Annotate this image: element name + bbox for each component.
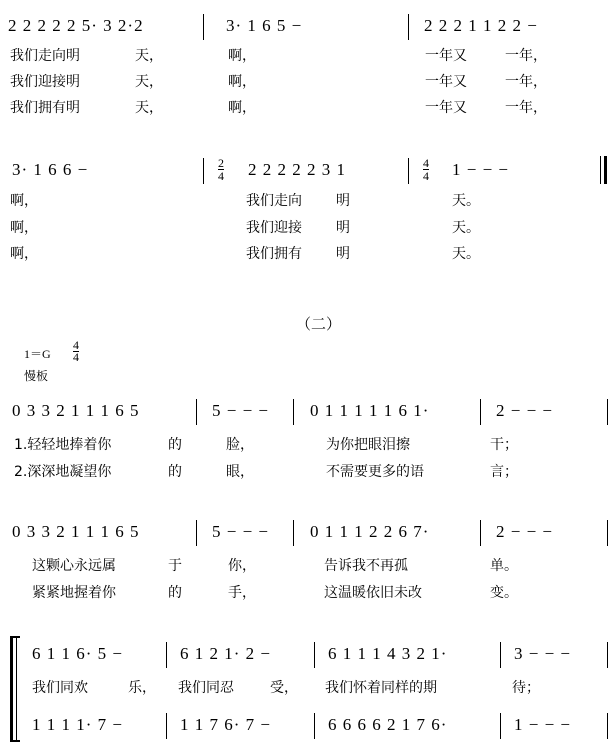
barline	[196, 399, 197, 425]
lyric: 我们走向	[246, 193, 302, 209]
lyric: 1.轻轻地捧着你	[14, 437, 112, 453]
notes-measure-3: 2 2 2 1 1 2 2 −	[424, 16, 538, 35]
barline	[480, 520, 481, 546]
lyric: 乐，	[128, 680, 156, 696]
lyric: 你，	[228, 558, 256, 574]
lyric: 一年又	[425, 100, 467, 116]
lyric: 我们同忍	[178, 680, 234, 696]
lyric: 变。	[490, 585, 518, 601]
lyric: 于	[168, 558, 182, 574]
lyric: 啊，	[10, 193, 38, 209]
lyric: 啊，	[228, 100, 256, 116]
barline	[408, 14, 409, 40]
lyric: 受，	[270, 680, 298, 696]
lyric: 我们迎接	[246, 220, 302, 236]
notes-measure-2: 2 2 2 2 2 3 1	[248, 160, 346, 179]
lyric: 言；	[490, 464, 518, 480]
lyric: 天。	[452, 246, 480, 262]
notes-measure-3: 6 1 1 1 4 3 2 1·	[328, 644, 448, 663]
barline	[196, 520, 197, 546]
section-heading: （二）	[296, 315, 342, 333]
lyric: 一年又	[425, 74, 467, 90]
lyric: 我们拥有明	[10, 100, 80, 116]
notes-measure-3: 1 − − −	[452, 160, 510, 179]
barline	[293, 520, 294, 546]
notes-measure-4: 1 − − −	[514, 715, 572, 734]
notes-measure-1: 3· 1 6 6 −	[12, 160, 89, 179]
barline	[607, 713, 608, 739]
notes-measure-4: 2 − − −	[496, 522, 554, 541]
lyric: 天。	[452, 193, 480, 209]
lyric: 的	[168, 464, 182, 480]
lyric: 天，	[135, 100, 163, 116]
barline	[203, 158, 204, 184]
barline	[607, 642, 608, 668]
lyric: 干；	[490, 437, 518, 453]
bracket-bottom-hook	[10, 740, 20, 742]
lyric: 明	[336, 193, 350, 209]
lyric: 待；	[512, 680, 540, 696]
notes-measure-1: 2 2 2 2 2 5· 3 2·2	[8, 16, 144, 35]
barline	[607, 399, 608, 425]
lyric: 啊，	[228, 74, 256, 90]
lyric: 天，	[135, 74, 163, 90]
barline	[600, 156, 601, 184]
lyric: 一年，	[505, 74, 547, 90]
notes-measure-4: 3 − − −	[514, 644, 572, 663]
lyric: 眼，	[226, 464, 254, 480]
time-signature-4-4: 4 4	[423, 156, 429, 183]
lyric: 我们走向明	[10, 48, 80, 64]
lyric: 紧紧地握着你	[32, 585, 116, 601]
lyric: 我们怀着同样的期	[325, 680, 437, 696]
barline	[166, 713, 167, 739]
lyric: 一年，	[505, 100, 547, 116]
lyric: 一年，	[505, 48, 547, 64]
lyric: 这温暖依旧未改	[324, 585, 422, 601]
barline	[408, 158, 409, 184]
lyric: 的	[168, 585, 182, 601]
notes-measure-1: 0 3 3 2 1 1 1 6 5	[12, 401, 140, 420]
lyric: 告诉我不再孤	[324, 558, 408, 574]
lyric: 脸，	[226, 437, 254, 453]
system-bracket	[10, 638, 13, 740]
key-signature: 1＝G	[24, 347, 51, 361]
lyric: 不需要更多的语	[326, 464, 424, 480]
notes-measure-3: 0 1 1 1 2 2 6 7·	[310, 522, 430, 541]
lyric: 2.深深地凝望你	[14, 464, 112, 480]
barline	[480, 399, 481, 425]
lyric: 这颗心永远属	[32, 558, 116, 574]
lyric: 我们同欢	[32, 680, 88, 696]
notes-measure-1: 0 3 3 2 1 1 1 6 5	[12, 522, 140, 541]
final-barline	[604, 156, 607, 184]
notes-measure-1: 1 1 1 1· 7 −	[32, 715, 123, 734]
barline	[293, 399, 294, 425]
lyric: 啊，	[10, 246, 38, 262]
barline	[314, 713, 315, 739]
lyric: 一年又	[425, 48, 467, 64]
lyric: 明	[336, 246, 350, 262]
notes-measure-2: 3· 1 6 5 −	[226, 16, 303, 35]
lyric: 的	[168, 437, 182, 453]
lyric: 为你把眼泪擦	[326, 437, 410, 453]
lyric: 手，	[228, 585, 256, 601]
barline	[314, 642, 315, 668]
system-bracket-thin	[16, 638, 17, 740]
lyric: 明	[336, 220, 350, 236]
lyric: 天。	[452, 220, 480, 236]
barline	[500, 713, 501, 739]
notes-measure-1: 6 1 1 6· 5 −	[32, 644, 123, 663]
barline	[203, 14, 204, 40]
notes-measure-2: 1 1 7 6· 7 −	[180, 715, 271, 734]
notes-measure-3: 0 1 1 1 1 1 6 1·	[310, 401, 430, 420]
notes-measure-2: 5 − − −	[212, 522, 270, 541]
lyric: 啊，	[228, 48, 256, 64]
lyric: 单。	[490, 558, 518, 574]
barline	[607, 520, 608, 546]
barline	[500, 642, 501, 668]
tempo-marking: 慢板	[24, 369, 49, 383]
notes-measure-2: 5 − − −	[212, 401, 270, 420]
lyric: 啊，	[10, 220, 38, 236]
barline	[166, 642, 167, 668]
notes-measure-2: 6 1 2 1· 2 −	[180, 644, 271, 663]
notes-measure-3: 6 6 6 6 2 1 7 6·	[328, 715, 448, 734]
bracket-top-hook	[10, 636, 20, 638]
notes-measure-4: 2 − − −	[496, 401, 554, 420]
time-signature-2-4: 2 4	[218, 156, 224, 183]
lyric: 天，	[135, 48, 163, 64]
time-signature: 4 4	[73, 338, 79, 364]
lyric: 我们迎接明	[10, 74, 80, 90]
lyric: 我们拥有	[246, 246, 302, 262]
